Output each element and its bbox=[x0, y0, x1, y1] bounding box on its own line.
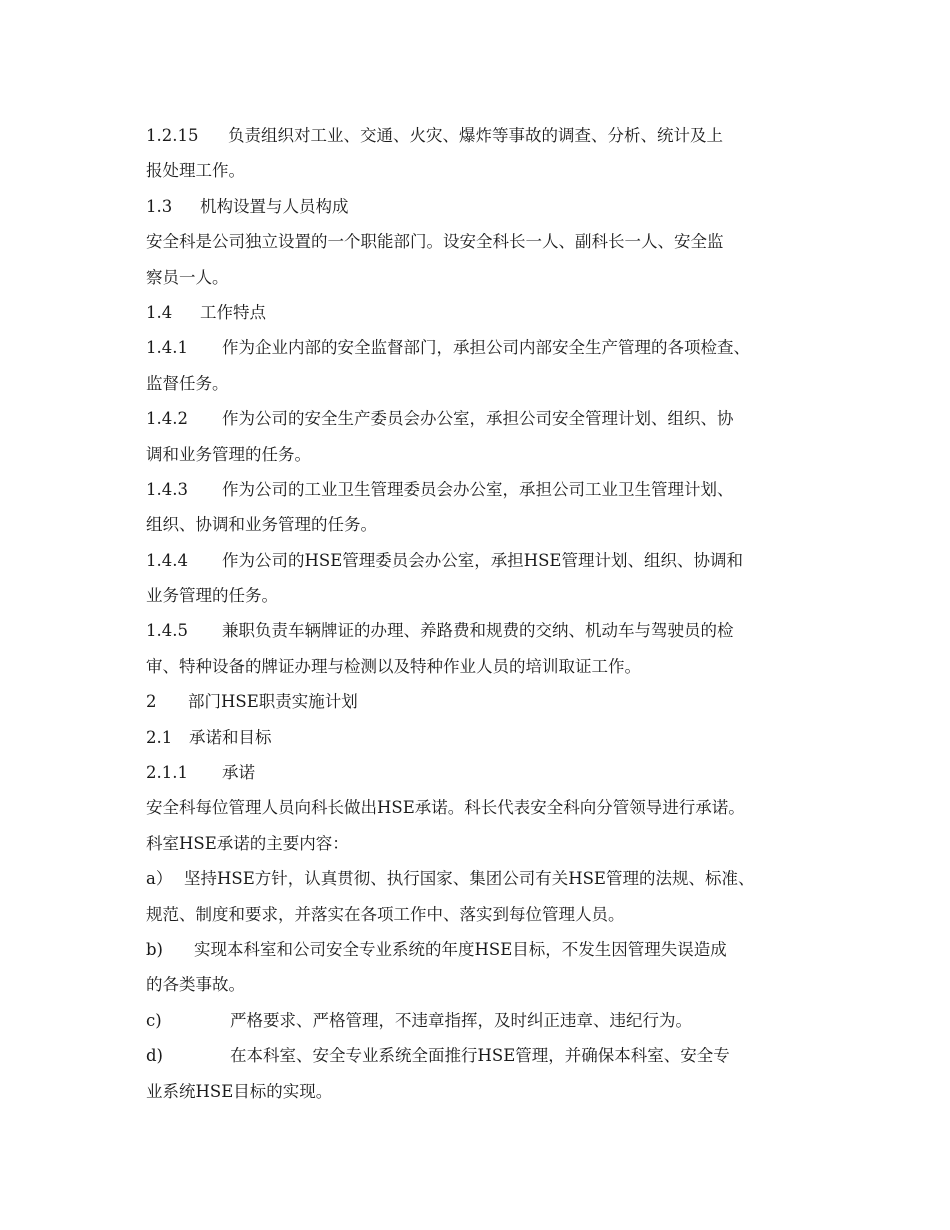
heading-1-4 bbox=[146, 295, 826, 330]
list-item-d bbox=[146, 1038, 826, 1073]
paragraph-continuation: 组织、协调和业务管理的任务。 bbox=[146, 515, 377, 535]
paragraph-continuation: 监督任务。 bbox=[146, 373, 229, 393]
paragraph-text: 作为公司的工业卫生管理委员会办公室，承担公司工业卫生管理计划、 bbox=[222, 479, 734, 499]
heading-2-1-1 bbox=[146, 755, 826, 790]
paragraph-text: 兼职负责车辆牌证的办理、养路费和规费的交纳、机动车与驾驶员的检 bbox=[222, 621, 734, 641]
list-item-c bbox=[146, 1003, 826, 1038]
section-number: 2.1 bbox=[146, 727, 173, 747]
section-number: 2 bbox=[146, 692, 157, 712]
list-marker: d) bbox=[146, 1046, 163, 1066]
list-marker: a） bbox=[146, 869, 173, 889]
list-item-b bbox=[146, 932, 826, 967]
paragraph-text: 负责组织对工业、交通、火灾、爆炸等事故的调查、分析、统计及上 bbox=[228, 126, 723, 145]
paragraph-text: 作为企业内部的安全监督部门，承担公司内部安全生产管理的各项检查、 bbox=[222, 338, 750, 358]
document-body bbox=[146, 118, 826, 1109]
paragraph-continuation: 审、特种设备的牌证办理与检测以及特种作业人员的培训取证工作。 bbox=[146, 656, 641, 676]
paragraph-1-4-2 bbox=[146, 401, 826, 436]
section-number: 1.4.2 bbox=[146, 409, 188, 429]
list-item-continuation: 业系统HSE目标的实现。 bbox=[146, 1081, 333, 1101]
paragraph-continuation: 察员一人。 bbox=[146, 267, 229, 287]
section-number: 1.4.4 bbox=[146, 550, 188, 570]
paragraph-text: 作为公司的安全生产委员会办公室，承担公司安全管理计划、组织、协 bbox=[222, 409, 734, 429]
heading-1-3 bbox=[146, 189, 826, 224]
paragraph-1-4-4 bbox=[146, 543, 826, 578]
heading-2 bbox=[146, 684, 826, 719]
paragraph-1-4-5 bbox=[146, 613, 826, 648]
list-item-continuation: 的各类事故。 bbox=[146, 975, 245, 995]
section-number: 2.1.1 bbox=[146, 763, 188, 783]
paragraph-body: 安全科是公司独立设置的一个职能部门。设安全科长一人、副科长一人、安全监 bbox=[146, 232, 724, 252]
section-number: 1.4.3 bbox=[146, 479, 188, 499]
paragraph-body: 科室HSE承诺的主要内容： bbox=[146, 833, 349, 853]
paragraph-1-4-1 bbox=[146, 330, 826, 365]
heading-text: 承诺 bbox=[222, 763, 255, 783]
list-item-text: 在本科室、安全专业系统全面推行HSE管理，并确保本科室、安全专 bbox=[230, 1046, 730, 1066]
list-marker: b) bbox=[146, 939, 163, 959]
paragraph-1-2-15 bbox=[146, 118, 826, 153]
section-number: 1.3 bbox=[146, 196, 173, 216]
paragraph-continuation: 业务管理的任务。 bbox=[146, 586, 278, 606]
section-number: 1.4.1 bbox=[146, 338, 188, 358]
paragraph-1-4-3 bbox=[146, 472, 826, 507]
paragraph-body: 安全科每位管理人员向科长做出HSE承诺。科长代表安全科向分管领导进行承诺。 bbox=[146, 798, 745, 818]
heading-2-1 bbox=[146, 720, 826, 755]
list-item-a bbox=[146, 861, 826, 896]
list-item-continuation: 规范、制度和要求，并落实在各项工作中、落实到每位管理人员。 bbox=[146, 904, 625, 924]
heading-text: 部门HSE职责实施计划 bbox=[188, 692, 358, 712]
section-number: 1.2.15 bbox=[146, 126, 199, 145]
heading-text: 工作特点 bbox=[200, 302, 266, 322]
list-marker: c) bbox=[146, 1010, 162, 1030]
paragraph-text: 作为公司的HSE管理委员会办公室，承担HSE管理计划、组织、协调和 bbox=[222, 550, 743, 570]
heading-text: 承诺和目标 bbox=[189, 727, 272, 747]
heading-text: 机构设置与人员构成 bbox=[200, 196, 349, 216]
section-number: 1.4.5 bbox=[146, 621, 188, 641]
section-number: 1.4 bbox=[146, 302, 173, 322]
paragraph-continuation: 调和业务管理的任务。 bbox=[146, 444, 311, 464]
list-item-text: 严格要求、严格管理，不违章指挥，及时纠正违章、违纪行为。 bbox=[230, 1010, 692, 1030]
list-item-text: 实现本科室和公司安全专业系统的年度HSE目标，不发生因管理失误造成 bbox=[194, 939, 727, 959]
paragraph-continuation: 报处理工作。 bbox=[146, 161, 245, 181]
list-item-text: 坚持HSE方针，认真贯彻、执行国家、集团公司有关HSE管理的法规、标准、 bbox=[184, 869, 755, 889]
